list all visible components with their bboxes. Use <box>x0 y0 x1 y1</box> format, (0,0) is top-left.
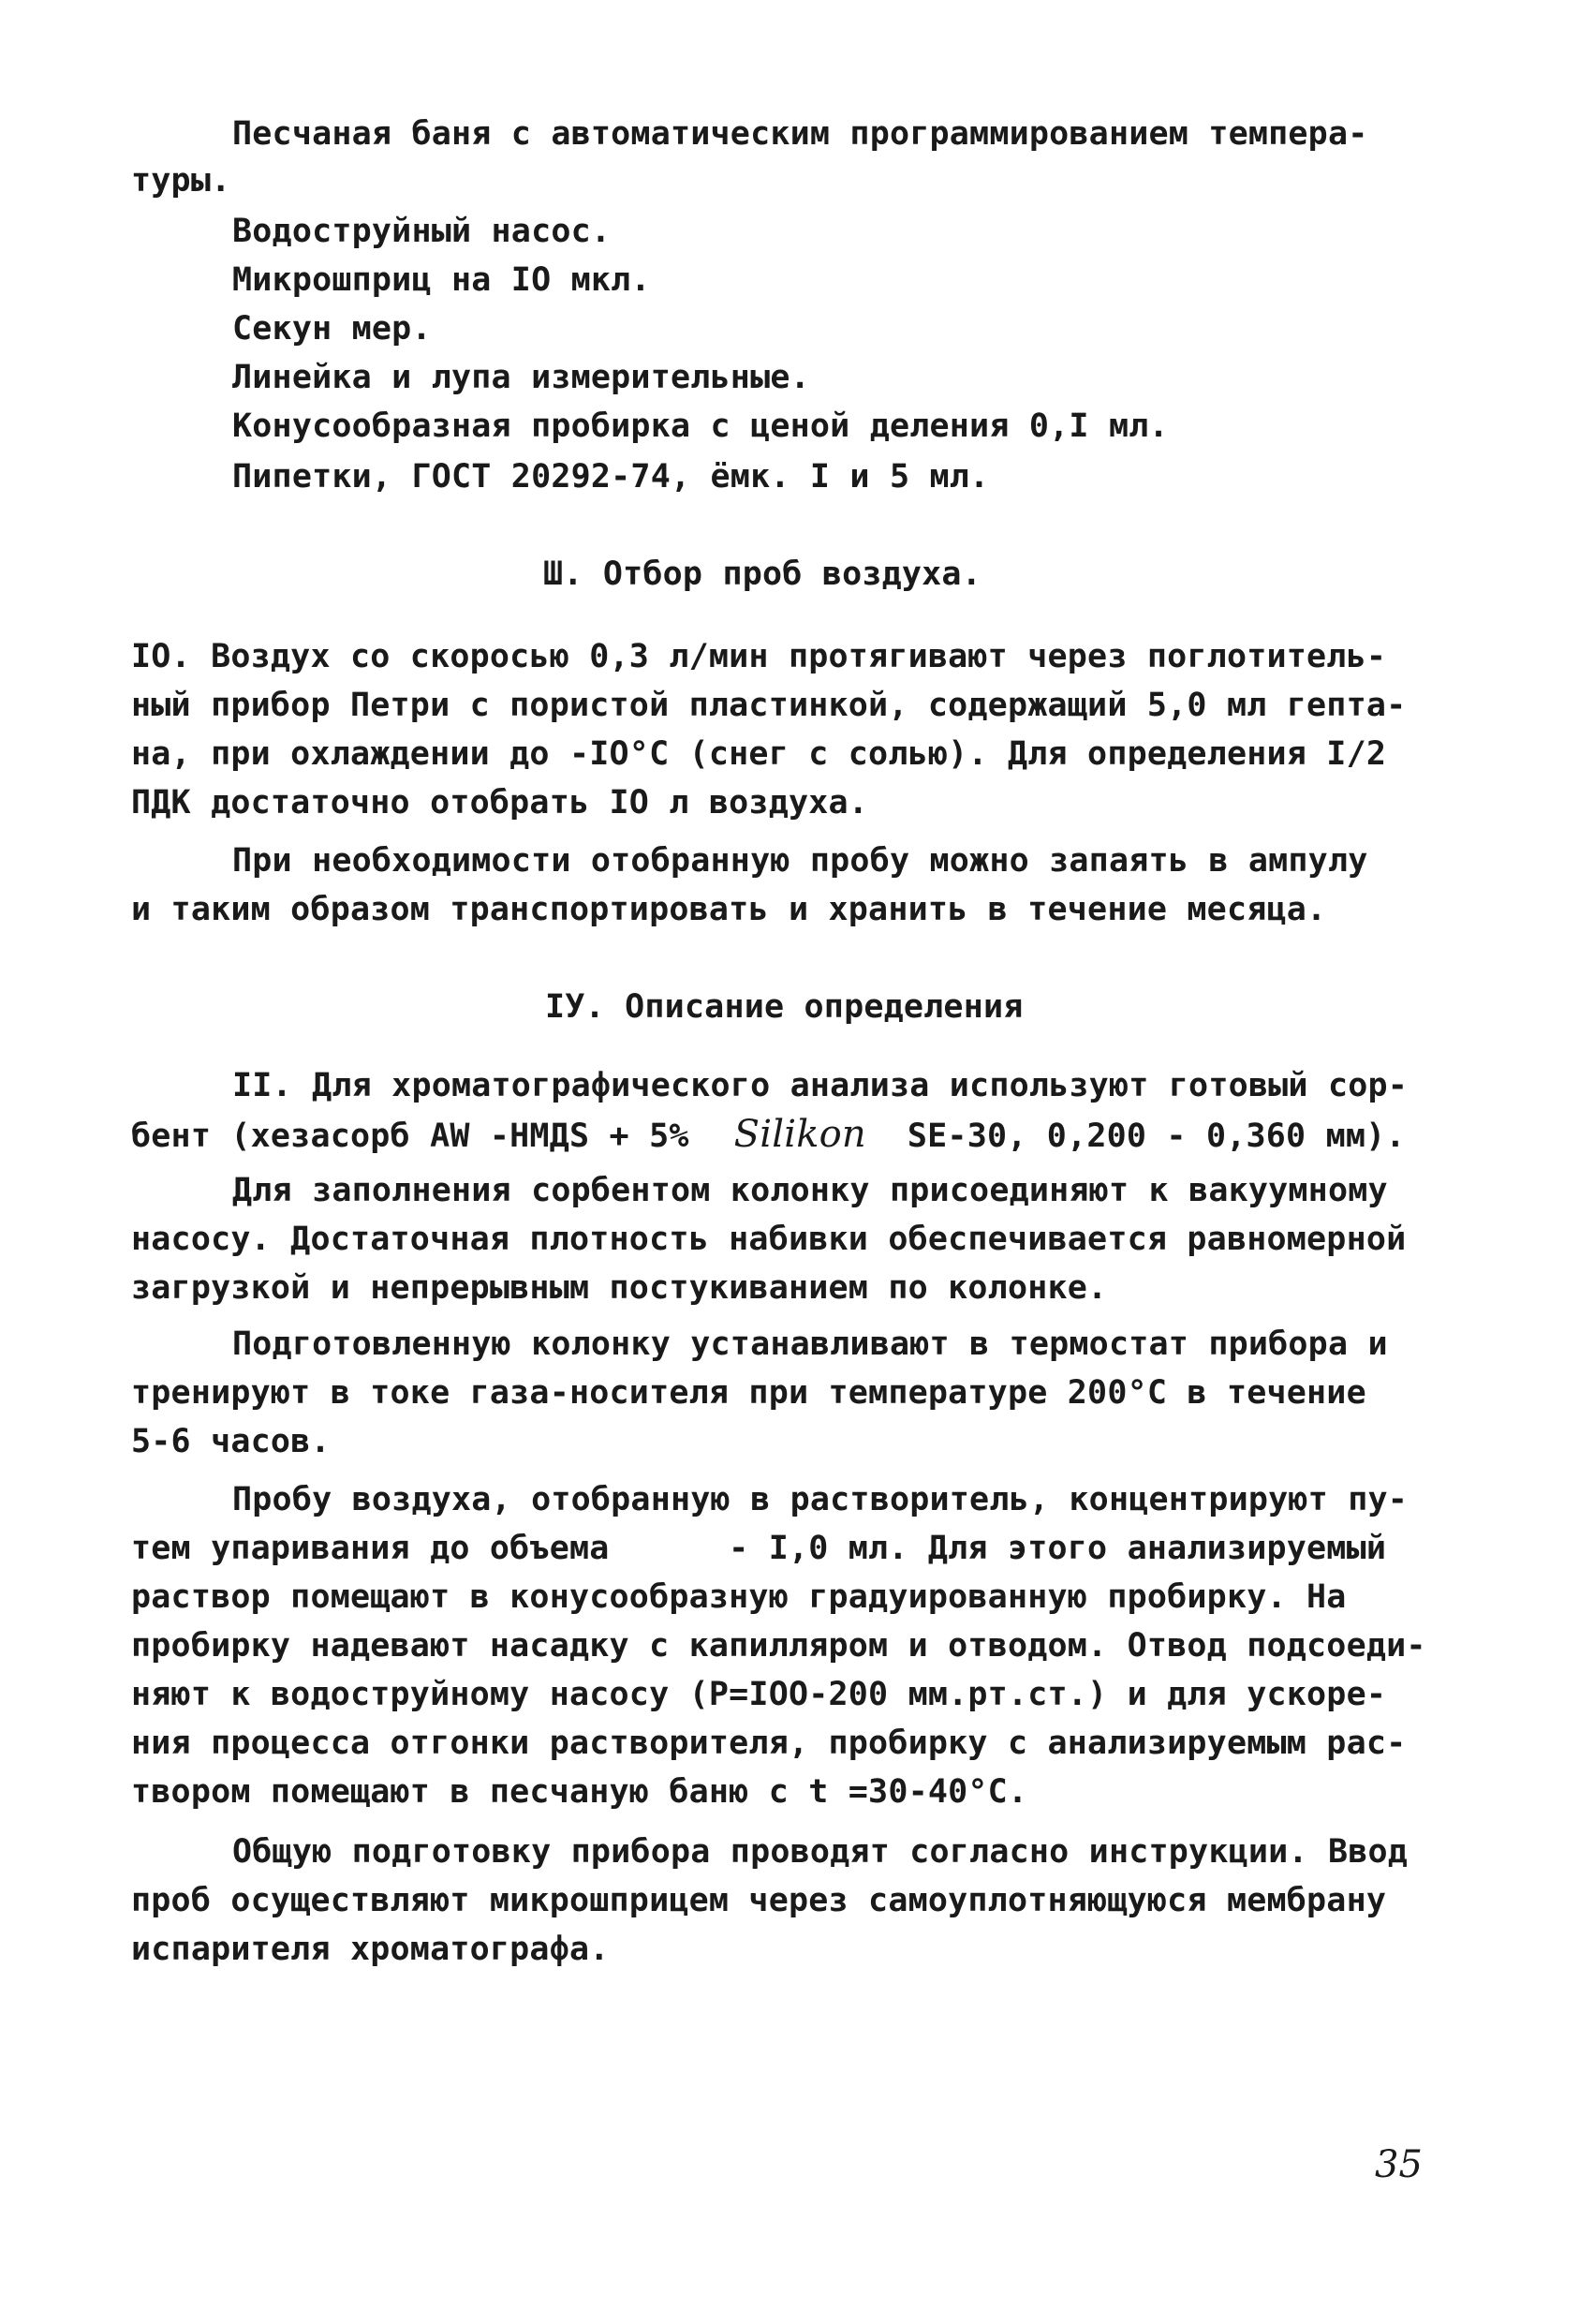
body-line: испарителя хроматографа. <box>131 1931 610 1968</box>
text-run: SE-30, 0,200 - 0,360 мм). <box>907 1118 1406 1155</box>
body-line: пробирку надевают насадку с капилляром и отводом. Отвод подсоеди- <box>131 1627 1426 1665</box>
body-line: и таким образом транспортировать и хранить в течение месяца. <box>131 891 1327 928</box>
body-line: тренируют в токе газа-носителя при температуре 200°С в течение <box>131 1374 1366 1412</box>
body-line-with-handwriting <box>131 1111 1406 1160</box>
body-line: Пробу воздуха, отобранную в растворитель, концентрируют пу- <box>232 1481 1409 1518</box>
body-line: на, при охлаждении до -IO°С (снег с солью). Для определения I/2 <box>131 735 1387 773</box>
body-line: Подготовленную колонку устанавливают в термостат прибора и <box>232 1325 1388 1363</box>
equipment-line: Конусообразная пробирка с ценой деления 0,I мл. <box>232 407 1169 445</box>
body-line: При необходимости отобранную пробу можно запаять в ампулу <box>232 842 1368 880</box>
equipment-line: туры. <box>131 162 231 200</box>
body-line: няют к водоструйному насосу (Р=IOO-200 мм.рт.ст.) и для ускоре- <box>131 1676 1387 1713</box>
body-line: тем упаривания до объема - I,0 мл. Для этого анализируемый <box>131 1530 1387 1567</box>
equipment-line: Микрошприц на IO мкл. <box>232 261 651 299</box>
page-number: 35 <box>1375 2143 1423 2186</box>
body-line: загрузкой и непрерывным постукиванием по колонке. <box>131 1269 1108 1307</box>
body-line: твором помещают в песчаную баню с t =30-40°С. <box>131 1773 1028 1811</box>
handwritten-word: Silikon <box>733 1113 866 1156</box>
equipment-line: Водоструйный насос. <box>232 213 612 250</box>
body-line: 5-6 часов. <box>131 1423 331 1460</box>
equipment-line: Пипетки, ГОСТ 20292-74, ёмк. I и 5 мл. <box>232 458 990 496</box>
body-line: насосу. Достаточная плотность набивки обеспечивается равномерной <box>131 1221 1407 1258</box>
section-heading: Ш. Отбор проб воздуха. <box>543 555 981 593</box>
body-line: IO. Воздух со скоросью 0,3 л/мин протягивают через поглотитель- <box>131 638 1387 675</box>
body-line: Общую подготовку прибора проводят согласно инструкции. Ввод <box>232 1833 1409 1871</box>
equipment-line: Песчаная баня с автоматическим программированием темпера- <box>232 115 1368 153</box>
section-heading: IУ. Описание определения <box>545 988 1024 1026</box>
text-run: бент (хезасорб AW -НМДS + 5% <box>131 1118 689 1155</box>
body-line: ния процесса отгонки растворителя, пробирку с анализируемым рас- <box>131 1724 1407 1762</box>
body-line: ный прибор Петри с пористой пластинкой, содержащий 5,0 мл гепта- <box>131 687 1407 724</box>
body-line: Для заполнения сорбентом колонку присоединяют к вакуумному <box>232 1172 1388 1209</box>
equipment-line: Секун мер. <box>232 310 432 348</box>
equipment-line: Линейка и лупа измерительные. <box>232 359 810 396</box>
body-line: проб осуществляют микрошприцем через самоуплотняющуюся мембрану <box>131 1882 1387 1919</box>
body-line: раствор помещают в конусообразную градуированную пробирку. На <box>131 1578 1347 1616</box>
body-line: II. Для хроматографического анализа используют готовый сор- <box>232 1067 1409 1104</box>
body-line: ПДК достаточно отобрать IO л воздуха. <box>131 784 869 822</box>
